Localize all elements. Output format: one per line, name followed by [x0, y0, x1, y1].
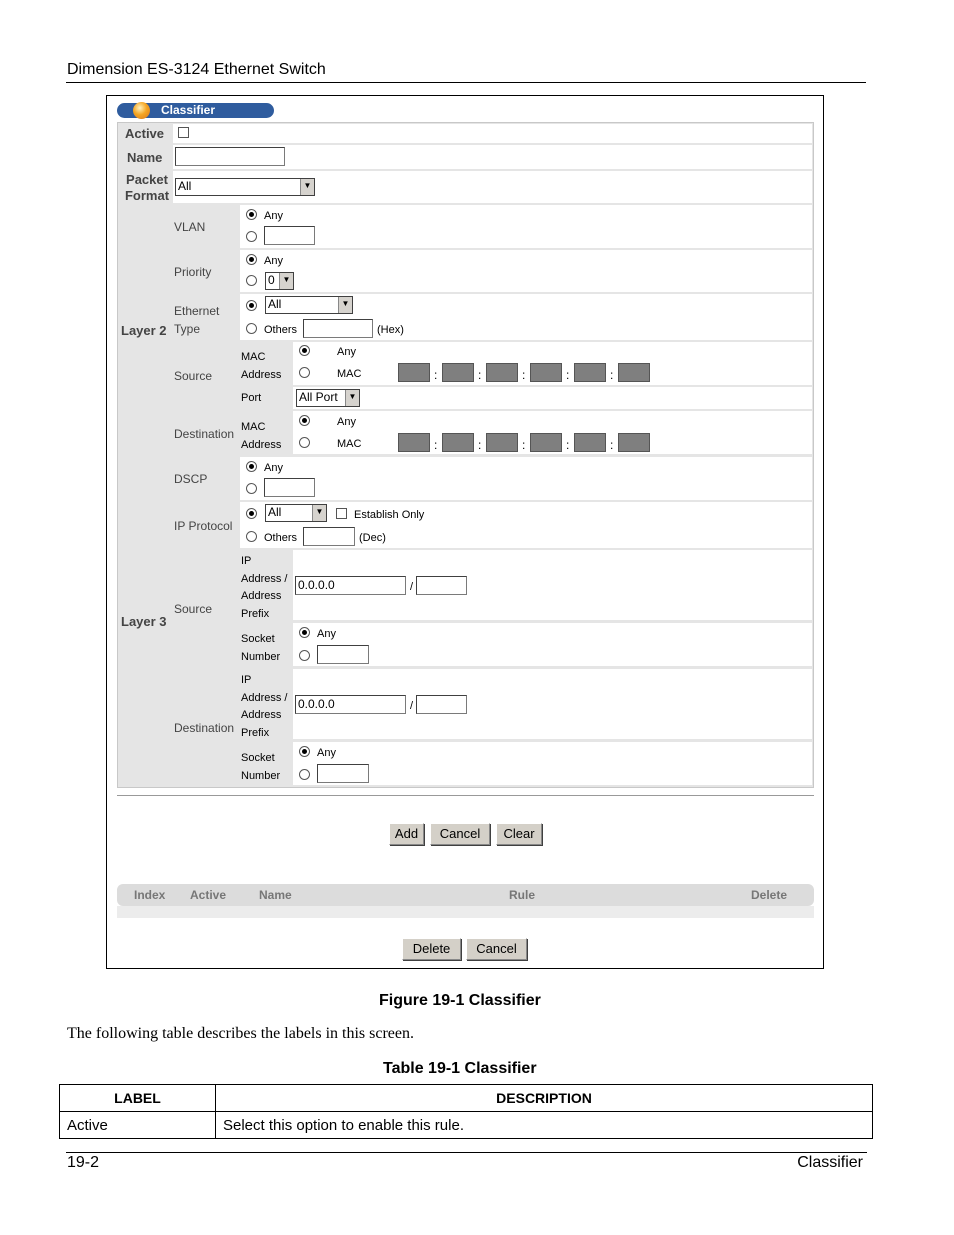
- l3-destination-ip-input[interactable]: 0.0.0.0: [295, 695, 406, 714]
- footer-rule: [66, 1152, 867, 1153]
- l2-destination-mac-custom-label: MAC: [337, 438, 362, 450]
- l3-destination-socket-input[interactable]: [317, 764, 369, 783]
- l3-destination-slash: /: [410, 700, 414, 712]
- l3-destination-socket-any-radio[interactable]: [299, 746, 310, 757]
- l3-source-slash: /: [410, 581, 414, 593]
- vlan-custom-radio[interactable]: [246, 231, 257, 242]
- figure-caption: Figure 19-1 Classifier: [379, 992, 541, 1009]
- chevron-down-icon: ▼: [338, 297, 352, 313]
- rule-list-body: [117, 906, 814, 918]
- mac-octet-input[interactable]: [486, 363, 518, 382]
- banner-title: Classifier: [161, 103, 216, 117]
- l2-source-mac-custom-radio[interactable]: [299, 367, 310, 378]
- l3-destination-label: Destination: [174, 721, 235, 735]
- footer-page-number: 19-2: [67, 1154, 100, 1171]
- table-cell-description: Select this option to enable this rule.: [216, 1112, 873, 1139]
- l3-source-ip-input[interactable]: 0.0.0.0: [295, 576, 406, 595]
- chevron-down-icon: ▼: [300, 179, 314, 195]
- mac-octet-input[interactable]: [530, 433, 562, 452]
- dscp-input[interactable]: [264, 478, 315, 497]
- l2-source-mac-any-radio[interactable]: [299, 345, 310, 356]
- l3-source-ip-label: IP Address / Address Prefix: [241, 555, 288, 620]
- ip-protocol-others-label: Others: [264, 532, 298, 544]
- form-separator: [117, 795, 814, 796]
- port-select[interactable]: All Port ▼: [296, 389, 360, 407]
- dscp-label: DSCP: [174, 472, 208, 486]
- priority-any-label: Any: [264, 255, 283, 267]
- l3-destination-ip-label: IP Address / Address Prefix: [241, 674, 288, 739]
- mac-octet-input[interactable]: [574, 433, 606, 452]
- l2-destination-mac-any-radio[interactable]: [299, 415, 310, 426]
- mac-octet-input[interactable]: [442, 433, 474, 452]
- table-header-row: [60, 1085, 873, 1112]
- mac-octet-input[interactable]: [442, 363, 474, 382]
- delete-button[interactable]: Delete: [402, 938, 461, 960]
- vlan-label: VLAN: [174, 220, 206, 234]
- priority-custom-radio[interactable]: [246, 275, 257, 286]
- dec-label: (Dec): [359, 532, 386, 544]
- ethernet-type-others-label: Others: [264, 324, 298, 336]
- l3-source-socket-label: Socket Number: [241, 633, 281, 663]
- table-caption: Table 19-1 Classifier: [383, 1060, 537, 1077]
- l2-source-mac-any-label: Any: [337, 346, 356, 358]
- table-header-label: LABEL: [60, 1085, 216, 1112]
- port-label: Port: [241, 392, 262, 404]
- label-description-table: [59, 1084, 873, 1139]
- l2-source-mac-address-label: MAC Address: [241, 351, 282, 381]
- mac-octet-input[interactable]: [398, 433, 430, 452]
- hex-label: (Hex): [377, 324, 404, 336]
- ethernet-type-any-radio[interactable]: [246, 300, 257, 311]
- ip-protocol-others-input[interactable]: [303, 527, 355, 546]
- l2-destination-mac-address-label: MAC Address: [241, 421, 282, 451]
- vlan-input[interactable]: [264, 226, 315, 245]
- vlan-any-label: Any: [264, 210, 283, 222]
- column-active: Active: [190, 888, 227, 902]
- ip-protocol-any-radio[interactable]: [246, 508, 257, 519]
- ethernet-type-others-radio[interactable]: [246, 323, 257, 334]
- column-name: Name: [259, 888, 292, 902]
- name-input[interactable]: [175, 147, 285, 166]
- l2-source-mac-custom-label: MAC: [337, 368, 362, 380]
- l3-destination-socket-custom-radio[interactable]: [299, 769, 310, 780]
- name-label: Name: [127, 150, 163, 165]
- table-cell-label: Active: [60, 1112, 216, 1139]
- column-rule: Rule: [509, 888, 536, 902]
- layer2-label: Layer 2: [121, 323, 167, 338]
- chevron-down-icon: ▼: [345, 390, 359, 406]
- chevron-down-icon: ▼: [279, 273, 293, 289]
- active-checkbox[interactable]: [178, 127, 189, 138]
- mac-octet-input[interactable]: [618, 433, 650, 452]
- mac-octet-input[interactable]: [618, 363, 650, 382]
- l2-destination-mac-custom-radio[interactable]: [299, 437, 310, 448]
- dscp-any-radio[interactable]: [246, 461, 257, 472]
- dscp-custom-radio[interactable]: [246, 483, 257, 494]
- table-row: [60, 1112, 873, 1139]
- packet-format-select[interactable]: All ▼: [175, 178, 315, 196]
- l3-destination-socket-any-label: Any: [317, 747, 336, 759]
- add-button[interactable]: Add: [389, 823, 424, 845]
- list-cancel-button[interactable]: Cancel: [466, 938, 527, 960]
- l2-destination-label: Destination: [174, 427, 235, 441]
- ip-protocol-label: IP Protocol: [174, 519, 233, 533]
- l3-source-socket-custom-radio[interactable]: [299, 650, 310, 661]
- l2-destination-mac-any-label: Any: [337, 416, 356, 428]
- clear-button[interactable]: Clear: [496, 823, 542, 845]
- ethernet-type-select[interactable]: All ▼: [265, 296, 353, 314]
- l3-destination-socket-label: Socket Number: [241, 752, 281, 782]
- l3-source-socket-any-label: Any: [317, 628, 336, 640]
- priority-label: Priority: [174, 265, 212, 279]
- establish-only-label: Establish Only: [354, 509, 425, 521]
- rule-list-header: [117, 884, 814, 906]
- mac-octet-input[interactable]: [398, 363, 430, 382]
- vlan-any-radio[interactable]: [246, 209, 257, 220]
- header-rule: [66, 82, 866, 83]
- cancel-button[interactable]: Cancel: [430, 823, 490, 845]
- mac-octet-input[interactable]: [486, 433, 518, 452]
- active-label: Active: [125, 126, 165, 141]
- page-header-title: Dimension ES-3124 Ethernet Switch: [67, 61, 326, 78]
- packet-format-label: Packet Format: [124, 172, 170, 203]
- footer-section: Classifier: [797, 1154, 863, 1171]
- table-header-description: DESCRIPTION: [216, 1085, 873, 1112]
- l3-source-prefix-input[interactable]: [416, 576, 467, 595]
- classifier-banner: [117, 103, 274, 118]
- ethernet-type-others-input[interactable]: [303, 319, 373, 338]
- l3-source-socket-any-radio[interactable]: [299, 627, 310, 638]
- mac-octet-input[interactable]: [574, 363, 606, 382]
- l3-destination-prefix-input[interactable]: [416, 695, 467, 714]
- ip-protocol-select[interactable]: All ▼: [265, 504, 327, 522]
- ip-protocol-others-radio[interactable]: [246, 531, 257, 542]
- ethernet-type-label: Ethernet Type: [174, 304, 220, 336]
- priority-any-radio[interactable]: [246, 254, 257, 265]
- l2-source-label: Source: [174, 369, 213, 383]
- l3-source-socket-input[interactable]: [317, 645, 369, 664]
- layer3-label: Layer 3: [121, 614, 167, 629]
- priority-select[interactable]: 0 ▼: [265, 272, 294, 290]
- chevron-down-icon: ▼: [312, 505, 326, 521]
- establish-only-checkbox[interactable]: [336, 508, 347, 519]
- orb-icon: [133, 102, 150, 119]
- dscp-any-label: Any: [264, 462, 283, 474]
- mac-octet-input[interactable]: [530, 363, 562, 382]
- column-delete: Delete: [751, 888, 788, 902]
- intro-text: The following table describes the labels in this screen.: [67, 1025, 415, 1042]
- column-index: Index: [134, 888, 166, 902]
- l3-source-label: Source: [174, 602, 213, 616]
